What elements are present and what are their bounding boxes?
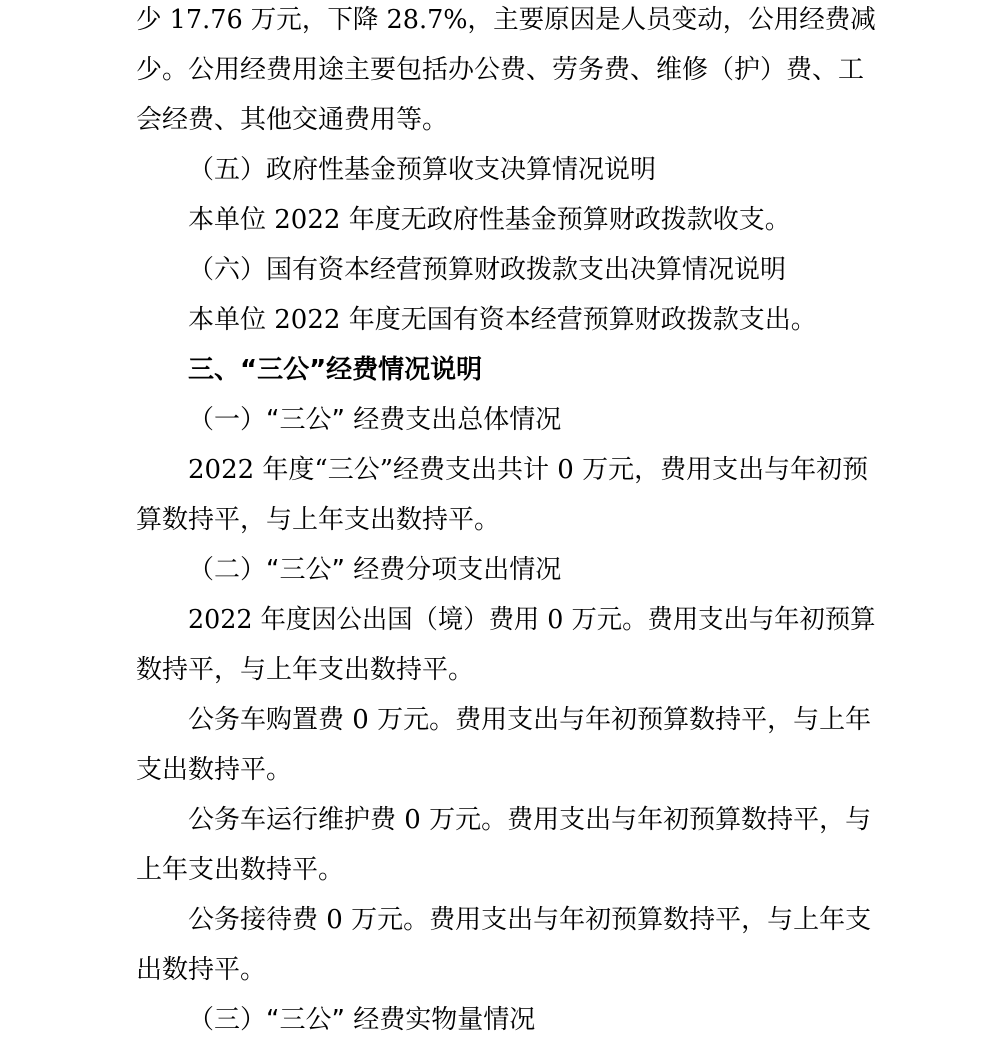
section-heading: （六）国有资本经营预算财政拨款支出决算情况说明: [188, 255, 787, 285]
section-heading: （一）“三公” 经费支出总体情况: [188, 405, 562, 435]
body-line: 算数持平，与上年支出数持平。: [136, 505, 501, 535]
body-line: 出数持平。: [136, 955, 267, 985]
section-heading: （五）政府性基金预算收支决算情况说明: [188, 155, 657, 185]
body-line: 会经费、其他交通费用等。: [136, 105, 449, 135]
body-line: 公务车运行维护费 0 万元。费用支出与年初预算数持平，与: [188, 805, 872, 835]
body-line: 本单位 2022 年度无国有资本经营预算财政拨款支出。: [188, 305, 817, 335]
body-line: 2022 年度“三公”经费支出共计 0 万元，费用支出与年初预: [188, 455, 869, 485]
body-line: 公务接待费 0 万元。费用支出与年初预算数持平，与上年支: [188, 905, 872, 935]
body-line: 支出数持平。: [136, 755, 293, 785]
body-line: 公务车购置费 0 万元。费用支出与年初预算数持平，与上年: [188, 705, 872, 735]
body-line: 本单位 2022 年度无政府性基金预算财政拨款收支。: [188, 205, 791, 235]
body-line: 数持平，与上年支出数持平。: [136, 655, 475, 685]
chapter-heading: 三、“三公”经费情况说明: [188, 355, 483, 385]
body-line: 少 17.76 万元，下降 28.7%，主要原因是人员变动，公用经费减: [136, 5, 876, 35]
section-heading: （三）“三公” 经费实物量情况: [188, 1005, 536, 1035]
body-line: 2022 年度因公出国（境）费用 0 万元。费用支出与年初预算: [188, 605, 876, 635]
body-line: 上年支出数持平。: [136, 855, 345, 885]
section-heading: （二）“三公” 经费分项支出情况: [188, 555, 562, 585]
body-line: 少。公用经费用途主要包括办公费、劳务费、维修（护）费、工: [136, 55, 865, 85]
